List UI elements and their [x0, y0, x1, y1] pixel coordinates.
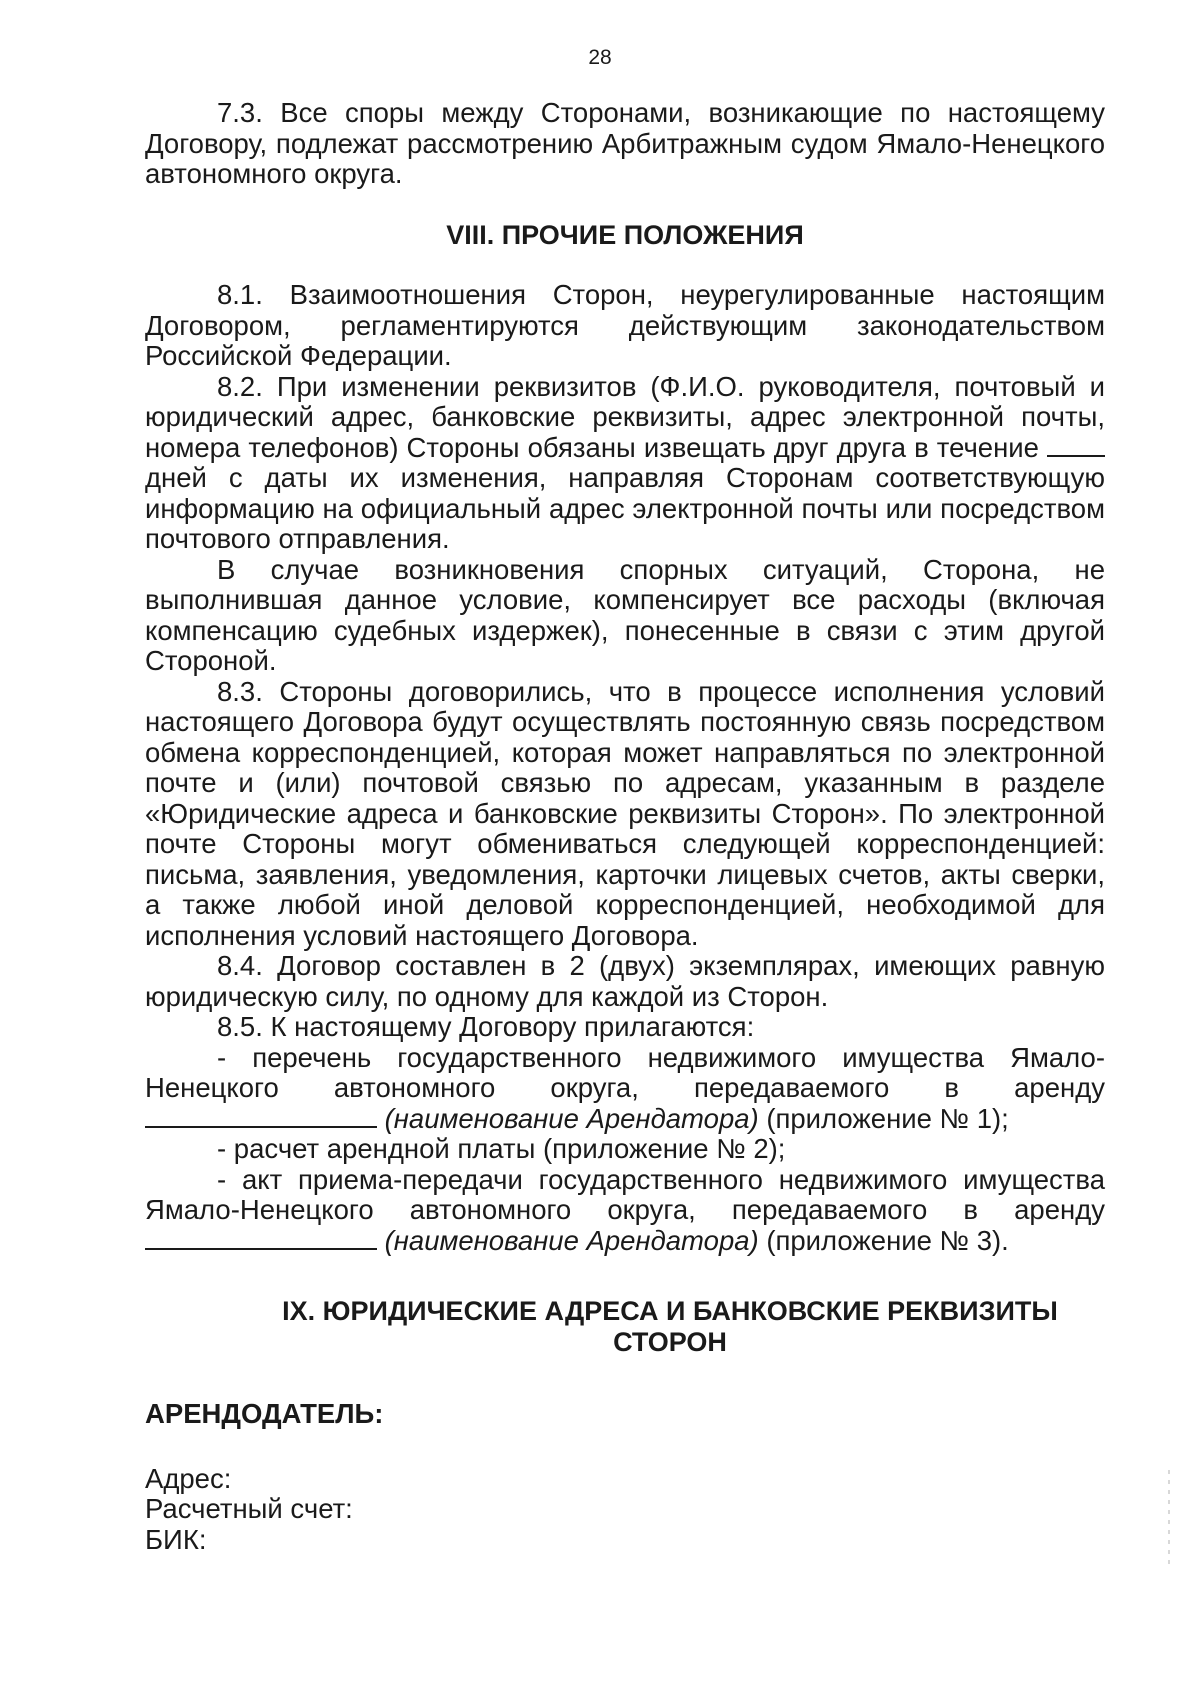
attachment-3-ref: (приложение № 3). — [766, 1224, 1009, 1256]
address-label: Адрес: — [145, 1462, 232, 1494]
page-number: 28 — [588, 46, 612, 69]
clause-8-1: 8.1. Взаимоотношения Сторон, неурегулированные настоящим Договором, регламентируются действующим законодательством Российской Федерации. — [145, 279, 1105, 371]
clause-8-2 — [145, 372, 1105, 555]
document-body — [145, 98, 1105, 1555]
attachment-3 — [145, 1165, 1105, 1257]
clause-7-3: 7.3. Все споры между Сторонами, возникающие по настоящему Договору, подлежат рассмотрению Арбитражным судом Ямало-Ненецкого автономного округа. — [145, 97, 1105, 189]
section-8-title: VIII. ПРОЧИЕ ПОЛОЖЕНИЯ — [446, 219, 804, 250]
attachment-1-ref: (приложение № 1); — [766, 1102, 1009, 1134]
bik-label: БИК: — [145, 1523, 207, 1555]
section-9-title-line2: СТОРОН — [613, 1326, 727, 1357]
section-9-title — [145, 1296, 1105, 1357]
tenant-name-hint-3: (наименование Арендатора) — [384, 1224, 759, 1256]
attachment-2: - расчет арендной платы (приложение № 2); — [217, 1133, 786, 1164]
clause-8-2-part1: 8.2. При изменении реквизитов (Ф.И.О. руководителя, почтовый и юридический адрес, банковские реквизиты, адрес электронной почты, номера телефонов) Стороны обязаны извещать друг друга в течение — [145, 370, 1105, 463]
account-label: Расчетный счет: — [145, 1493, 353, 1524]
clause-8-3: 8.3. Стороны договорились, что в процессе исполнения условий настоящего Договора будут осуществлять постоянную связь посредством обмена корреспонденцией, которая может направляться по электронной почте и (или) почтовой связью по адресам, указанным в разделе «Юридические адреса и банковские реквизиты Сторон». По электронной почте Стороны могут обмениваться следующей корреспонденцией: письма, заявления, уведомления, карточки лицевых счетов, акты сверки, а также любой иной деловой корреспонденцией, необходимой для исполнения условий настоящего Договора. — [145, 675, 1105, 951]
section-9-title-line1: IX. ЮРИДИЧЕСКИЕ АДРЕСА И БАНКОВСКИЕ РЕКВИЗИТЫ — [282, 1296, 1058, 1326]
days-blank-field — [1047, 433, 1105, 457]
attachment-1 — [145, 1043, 1105, 1135]
clause-8-2-dispute: В случае возникновения спорных ситуаций, Сторона, не выполнившая данное условие, компенсирует все расходы (включая компенсацию судебных издержек), понесенные в связи с этим другой Стороной. — [145, 553, 1105, 676]
tenant-name-blank-3 — [145, 1226, 377, 1250]
tenant-name-hint-1: (наименование Арендатора) — [384, 1102, 759, 1134]
attachment-1-text: - перечень государственного недвижимого имущества Ямало-Ненецкого автономного округа, передаваемого в аренду — [145, 1041, 1105, 1103]
lessor-label: АРЕНДОДАТЕЛЬ: — [145, 1398, 384, 1429]
clause-8-2-part2: дней с даты их изменения, направляя Сторонам соответствующую информацию на официальный адрес электронной почты или посредством почтового отправления. — [145, 462, 1105, 554]
clause-8-4: 8.4. Договор составлен в 2 (двух) экземплярах, имеющих равную юридическую силу, по одному для каждой из Сторон. — [145, 950, 1105, 1012]
clause-8-5: 8.5. К настоящему Договору прилагаются: — [217, 1011, 755, 1042]
attachment-3-text: - акт приема-передачи государственного недвижимого имущества Ямало-Ненецкого автономного округа, передаваемого в аренду — [145, 1163, 1105, 1225]
scan-artifact — [1168, 1470, 1170, 1566]
tenant-name-blank-1 — [145, 1104, 377, 1128]
